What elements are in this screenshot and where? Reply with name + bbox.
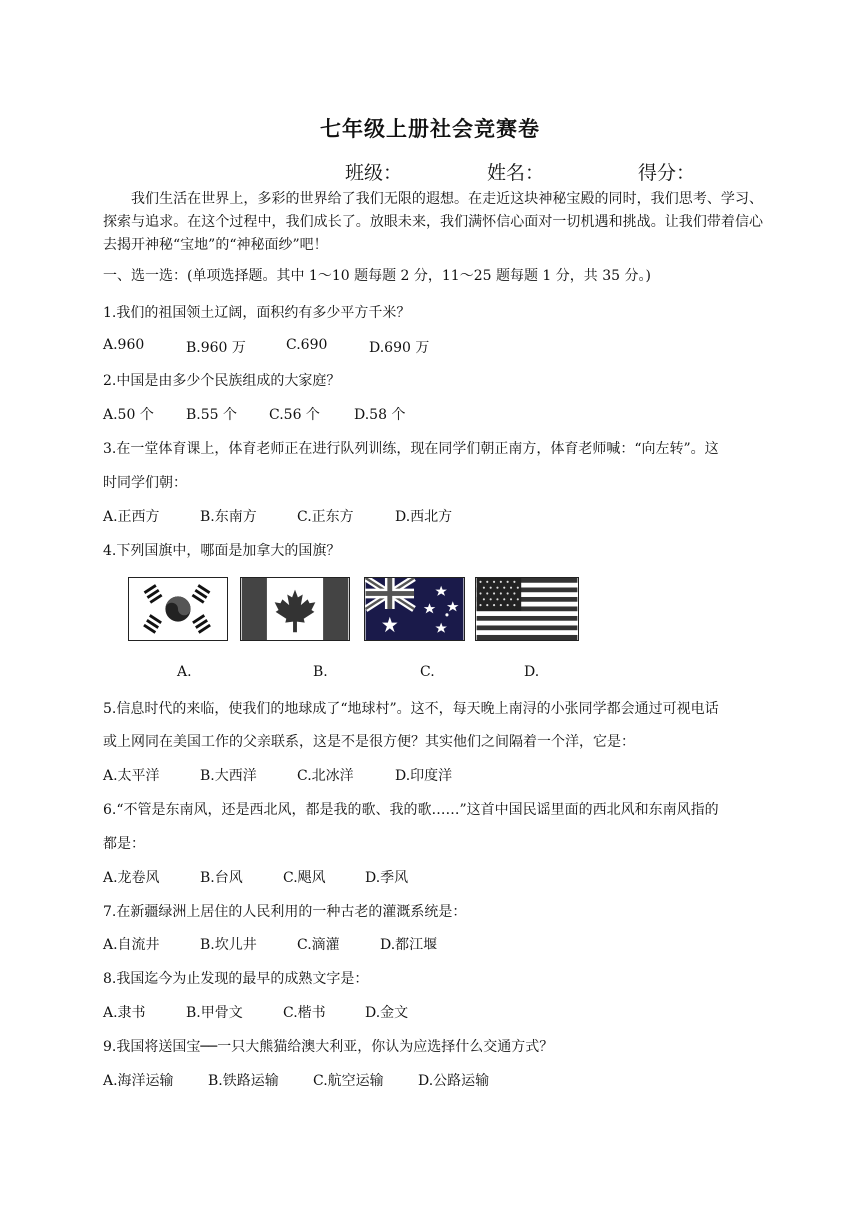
option-b: B.坎儿井	[200, 937, 257, 953]
name-label: 姓名：	[487, 162, 545, 184]
question-5-options	[103, 765, 763, 785]
option-a: A.正西方	[103, 509, 160, 525]
option-d: D.都江堰	[380, 937, 438, 953]
option-c: C.航空运输	[313, 1073, 384, 1089]
south-korea-flag-image	[128, 577, 228, 641]
question-9-stem: 9.我国将送国宝──一只大熊猫给澳大利亚，你认为应选择什么交通方式？	[103, 1039, 554, 1055]
option-b: B.960 万	[186, 340, 246, 356]
question-5-stem: 5.信息时代的来临，使我们的地球成了“地球村”。这不，每天晚上南浔的小张同学都会通过可视电话	[103, 701, 719, 717]
question-7-stem: 7.在新疆绿洲上居住的人民利用的一种古老的灌溉系统是：	[103, 904, 467, 920]
question-3-stem-cont: 时同学们朝：	[103, 475, 187, 491]
question-2-options	[103, 404, 763, 424]
question-6-stem-cont: 都是：	[103, 836, 145, 852]
option-c: C.滴灌	[297, 937, 340, 953]
option-d: D.公路运输	[418, 1073, 490, 1089]
option-d: D.季风	[365, 870, 409, 886]
option-a: A.960	[103, 337, 145, 353]
section-heading: 一、选一选：(单项选择题。其中 1～10 题每题 2 分，11～25 题每题 1 分，共 35 分。)	[103, 268, 651, 284]
option-c: C.楷书	[283, 1005, 326, 1021]
option-d: D.印度洋	[395, 768, 453, 784]
page-title: 七年级上册社会竞赛卷	[320, 116, 540, 141]
question-5-stem-cont: 或上网同在美国工作的父亲联系，这是不是很方便？其实他们之间隔着一个洋，它是：	[103, 734, 635, 750]
option-c: C.690	[286, 337, 328, 353]
score-label: 得分：	[638, 162, 696, 184]
option-a: A.海洋运输	[103, 1073, 174, 1089]
australia-flag-image	[364, 577, 465, 641]
option-a: A.龙卷风	[103, 870, 160, 886]
option-a: A.隶书	[103, 1005, 146, 1021]
option-d: D.金文	[365, 1005, 409, 1021]
canada-flag-image	[240, 577, 350, 641]
question-6-options	[103, 867, 763, 887]
question-8-stem: 8.我国迄今为止发现的最早的成熟文字是：	[103, 971, 369, 987]
option-d: D.西北方	[395, 509, 453, 525]
option-b: B.铁路运输	[208, 1073, 279, 1089]
option-b: B.台风	[200, 870, 243, 886]
option-b: B.甲骨文	[186, 1005, 243, 1021]
flag-label-d: D.	[524, 664, 540, 680]
option-c: C.北冰洋	[297, 768, 354, 784]
question-6-stem: 6.“不管是东南风，还是西北风，都是我的歌、我的歌……”这首中国民谣里面的西北风和东南风指的	[103, 802, 719, 818]
option-a: A.自流井	[103, 937, 160, 953]
flag-label-c: C.	[420, 664, 435, 680]
question-8-options	[103, 1002, 763, 1022]
option-d: D.690 万	[369, 340, 430, 356]
usa-flag-image	[475, 577, 579, 641]
question-3-options	[103, 506, 763, 526]
question-1-options	[103, 337, 763, 357]
question-7-options	[103, 934, 763, 954]
question-3-stem: 3.在一堂体育课上，体育老师正在进行队列训练，现在同学们朝正南方，体育老师喊：“向左转”。这	[103, 441, 719, 457]
question-4-stem: 4.下列国旗中，哪面是加拿大的国旗？	[103, 543, 341, 559]
option-d: D.58 个	[354, 407, 406, 423]
option-a: A.50 个	[103, 407, 154, 423]
flag-label-b: B.	[313, 664, 328, 680]
option-b: B.55 个	[186, 407, 238, 423]
question-2-stem: 2.中国是由多少个民族组成的大家庭？	[103, 373, 341, 389]
option-b: B.东南方	[200, 509, 257, 525]
option-c: C.56 个	[269, 407, 320, 423]
option-c: C.正东方	[297, 509, 354, 525]
option-b: B.大西洋	[200, 768, 257, 784]
class-label: 班级：	[345, 162, 403, 184]
flag-label-a: A.	[177, 664, 192, 680]
intro-paragraph: 我们生活在世界上，多彩的世界给了我们无限的遐想。在走近这块神秘宝殿的同时，我们思考、学习、探索与追求。在这个过程中，我们成长了。放眼未来，我们满怀信心面对一切机遇和挑战。让我们带着信心去揭开神秘“宝地”的“神秘面纱”吧！	[103, 191, 763, 253]
question-9-options	[103, 1070, 763, 1090]
option-a: A.太平洋	[103, 768, 160, 784]
option-c: C.飓风	[283, 870, 326, 886]
question-1-stem: 1.我们的祖国领土辽阔，面积约有多少平方千米？	[103, 305, 411, 321]
